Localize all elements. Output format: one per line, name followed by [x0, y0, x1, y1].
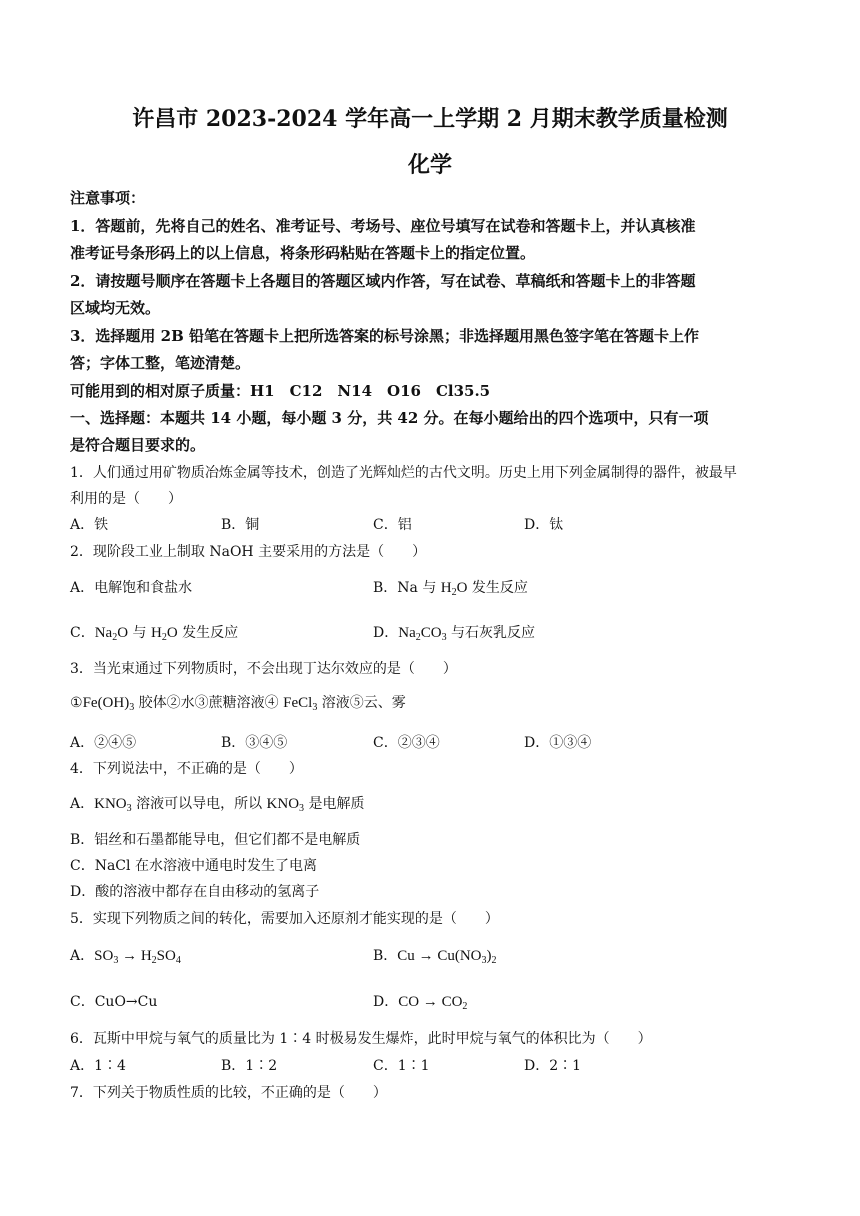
question-1-stem-line-1: 1．人们通过用矿物质冶炼金属等技术，创造了光辉灿烂的古代文明。历史上用下列金属制得的器件，被最早	[70, 465, 737, 481]
notice-item-3-line-2: 答；字体工整，笔迹清楚。	[70, 354, 251, 372]
formula-co2	[442, 994, 468, 1010]
notice-item-1-line-1: 1．答题前，先将自己的姓名、准考证号、考场号、座位号填写在试卷和答题卡上，并认真核准	[70, 217, 696, 235]
option-label: A．	[70, 948, 95, 964]
option-text: 发生反应	[177, 625, 239, 641]
option-text: 与石灰乳反应	[446, 625, 536, 641]
formula-na2o	[95, 625, 128, 641]
formula-subscript: 2	[415, 632, 421, 643]
question-3-option-c: C．②③④	[373, 735, 440, 751]
question-3-items	[70, 692, 406, 712]
formula-part: Cu(NO	[437, 948, 482, 964]
option-text: 与	[128, 625, 151, 641]
section-heading-line-1: 一、选择题：本题共 14 小题，每小题 3 分，共 42 分。在每小题给出的四个选项中，只有一项	[70, 409, 709, 427]
question-4-option-b: B．铝丝和石墨都能导电，但它们都不是电解质	[70, 832, 361, 848]
arrow-icon: →	[414, 948, 438, 964]
formula-part: )	[486, 948, 492, 964]
question-5-option-c: C．CuO→Cu	[70, 994, 158, 1010]
exam-title: 许昌市 2023-2024 学年高一上学期 2 月期末教学质量检测	[132, 106, 728, 132]
question-4-option-d: D．酸的溶液中都存在自由移动的氢离子	[70, 884, 320, 900]
option-label: A．	[70, 796, 95, 812]
formula-part: SO	[94, 948, 114, 964]
question-6-option-a: A．1∶4	[70, 1058, 126, 1074]
formula-subscript: 2	[112, 632, 118, 643]
item-text: 溶液⑤云、雾	[317, 695, 406, 711]
question-2-option-a: A．电解饱和食盐水	[70, 580, 193, 596]
option-label: B．	[373, 948, 398, 964]
option-label: C．	[70, 625, 95, 641]
formula-part: KNO	[94, 796, 127, 812]
question-6-option-c: C．1∶1	[373, 1058, 430, 1074]
question-1-option-d: D．钛	[524, 517, 564, 533]
notice-item-2-line-2: 区域均无效。	[70, 299, 161, 317]
formula-subscript: 2	[491, 955, 497, 966]
formula-part: Na	[398, 625, 416, 641]
formula-part: KNO	[266, 796, 300, 812]
formula-part: SO	[156, 948, 176, 964]
formula-part: CO	[441, 994, 463, 1010]
formula-part: FeCl	[283, 695, 313, 711]
formula-part: Na	[94, 625, 113, 641]
question-4-stem: 4．下列说法中，不正确的是（ ）	[70, 761, 303, 777]
notice-item-3-line-1: 3．选择题用 2B 铅笔在答题卡上把所选答案的标号涂黑；非选择题用黑色签字笔在答题卡上作	[70, 327, 700, 345]
formula-subscript: 3	[126, 803, 132, 814]
formula-subscript: 4	[175, 955, 181, 966]
formula-part: O	[166, 625, 178, 641]
question-6-stem: 6．瓦斯中甲烷与氧气的质量比为 1∶4 时极易发生爆炸，此时甲烷与氧气的体积比为（ ）	[70, 1031, 652, 1047]
question-5-option-a	[70, 945, 181, 965]
question-2-stem: 2．现阶段工业上制取 NaOH 主要采用的方法是（ ）	[70, 544, 427, 560]
notice-heading: 注意事项：	[70, 189, 146, 207]
option-label: B．Na 与	[373, 580, 441, 596]
option-label: D．	[373, 625, 399, 641]
question-1-option-c: C．铝	[373, 517, 412, 533]
question-4-option-c: C．NaCl 在水溶液中通电时发生了电离	[70, 858, 317, 874]
formula-subscript: 3	[113, 955, 119, 966]
formula-part: H	[440, 580, 452, 596]
option-text: 是电解质	[304, 796, 365, 812]
formula-na2co3	[398, 625, 446, 641]
option-label: D．	[373, 994, 399, 1010]
formula-cu: Cu	[397, 948, 415, 964]
item-text: 胶体②水③蔗糖溶液④	[134, 695, 284, 711]
question-3-stem: 3．当光束通过下列物质时，不会出现丁达尔效应的是（ ）	[70, 661, 457, 677]
formula-subscript: 3	[441, 632, 447, 643]
item-text: ①	[70, 695, 83, 711]
question-5-option-d	[373, 991, 467, 1011]
arrow-icon: →	[419, 994, 442, 1010]
question-7-stem: 7．下列关于物质性质的比较，不正确的是（ ）	[70, 1085, 387, 1101]
formula-part: O	[117, 625, 129, 641]
question-5-stem: 5．实现下列物质之间的转化，需要加入还原剂才能实现的是（ ）	[70, 911, 499, 927]
arrow-icon: →	[118, 948, 141, 964]
formula-h2so4	[141, 948, 181, 964]
formula-part: O	[456, 580, 468, 596]
formula-co: CO	[398, 994, 420, 1010]
formula-fecl3	[283, 695, 317, 711]
question-6-option-d: D．2∶1	[524, 1058, 582, 1074]
atomic-mass-line: 可能用到的相对原子质量：H1 C12 N14 O16 Cl35.5	[70, 382, 491, 400]
formula-subscript: 3	[312, 702, 318, 713]
formula-h2o	[441, 580, 468, 596]
formula-kno3	[267, 796, 305, 812]
option-text: 溶液可以导电，所以	[131, 796, 267, 812]
formula-subscript: 2	[462, 1001, 468, 1012]
subject-title: 化学	[407, 152, 452, 178]
question-1-stem-line-2: 利用的是（ ）	[70, 491, 182, 507]
formula-kno3	[94, 796, 132, 812]
formula-fe-oh-3	[83, 695, 135, 711]
question-3-option-b: B．③④⑤	[221, 735, 288, 751]
question-3-option-a: A．②④⑤	[70, 735, 137, 751]
option-text: 发生反应	[467, 580, 528, 596]
formula-subscript: 2	[161, 632, 167, 643]
question-1-option-a: A．铁	[70, 517, 109, 533]
formula-so3	[94, 948, 118, 964]
notice-item-1-line-2: 准考证号条形码上的以上信息，将条形码粘贴在答题卡上的指定位置。	[70, 244, 536, 262]
question-2-option-b	[373, 577, 528, 597]
formula-subscript: 3	[299, 803, 305, 814]
notice-item-2-line-1: 2．请按题号顺序在答题卡上各题目的答题区域内作答，写在试卷、草稿纸和答题卡上的非答题	[70, 272, 696, 290]
question-3-option-d: D．①③④	[524, 735, 592, 751]
formula-part: H	[150, 625, 162, 641]
question-4-option-a	[70, 793, 364, 813]
formula-subscript: 2	[451, 587, 457, 598]
question-2-option-c	[70, 622, 238, 642]
formula-part: H	[140, 948, 152, 964]
formula-subscript: 3	[481, 955, 487, 966]
question-5-option-b	[373, 945, 496, 965]
question-1-option-b: B．铜	[221, 517, 260, 533]
formula-subscript: 2	[151, 955, 157, 966]
section-heading-line-2: 是符合题目要求的。	[70, 436, 206, 454]
formula-cu-no3-2	[437, 948, 496, 964]
question-6-option-b: B．1∶2	[221, 1058, 278, 1074]
formula-part: CO	[420, 625, 442, 641]
formula-h2o	[151, 625, 178, 641]
question-2-option-d	[373, 622, 535, 642]
formula-part: Fe(OH)	[82, 695, 130, 711]
formula-subscript: 3	[129, 702, 135, 713]
